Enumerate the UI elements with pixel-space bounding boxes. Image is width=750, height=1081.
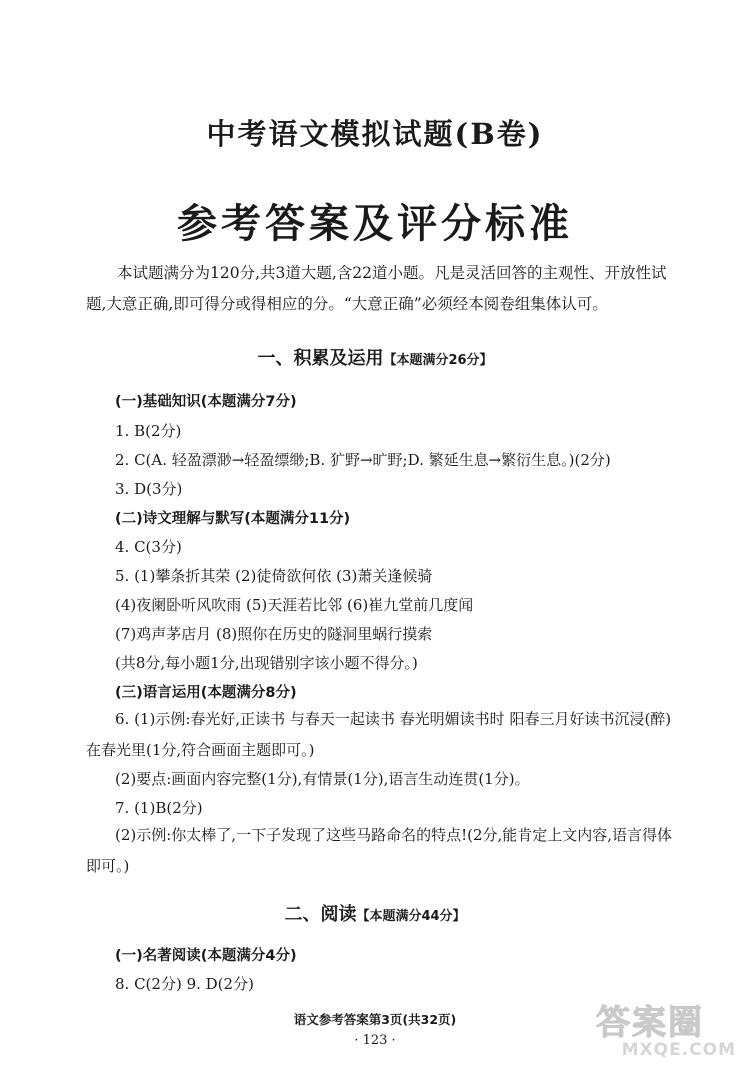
answer-5-line-1: 5. (1)攀条折其荣 (2)徒倚欲何依 (3)萧关逢候骑 xyxy=(115,567,433,585)
answer-6-part-1: 6. (1)示例:春光好,正读书 与春天一起读书 春光明媚读书时 阳春三月好读书沉浸(醉)在春光里(1分,符合画面主题即可。) xyxy=(86,710,672,759)
section-score: 【本题满分44分】 xyxy=(356,909,466,924)
answer-1: 1. B(2分) xyxy=(115,422,182,440)
answer-5-line-2: (4)夜阑卧听风吹雨 (5)天涯若比邻 (6)崔九堂前几度闻 xyxy=(115,596,474,614)
watermark-logo-text: 答案圈 xyxy=(596,1003,704,1043)
answer-4: 4. C(3分) xyxy=(115,538,182,556)
section-title: 一、积累及运用 xyxy=(257,348,384,369)
section-score: 【本题满分26分】 xyxy=(383,353,493,368)
answer-7-part-1: 7. (1)B(2分) xyxy=(115,799,203,817)
site-watermark xyxy=(596,995,736,1067)
answer-8-9: 8. C(2分) 9. D(2分) xyxy=(115,975,254,993)
exam-title: 中考语文模拟试题(B卷) xyxy=(206,117,544,151)
subsection-poetry: (二)诗文理解与默写(本题满分11分) xyxy=(115,511,351,527)
section-heading-accumulation xyxy=(0,344,750,370)
page-number: · 123 · xyxy=(354,1033,396,1048)
answer-5-line-3: (7)鸡声茅店月 (8)照你在历史的隧洞里蜗行摸索 xyxy=(115,625,433,643)
answer-7-part-2: (2)示例:你太棒了,一下子发现了这些马路命名的特点!(2分,能肯定上文内容,语言得体即可。) xyxy=(86,826,673,875)
answer-6-part-2: (2)要点:画面内容完整(1分),有情景(1分),语言生动连贯(1分)。 xyxy=(115,770,530,788)
subsection-language-use: (三)语言运用(本题满分8分) xyxy=(115,685,297,701)
answer-5-note: (共8分,每小题1分,出现错别字该小题不得分。) xyxy=(115,654,418,672)
page-footer: 语文参考答案第3页(共32页) xyxy=(293,1012,457,1027)
subsection-basic-knowledge: (一)基础知识(本题满分7分) xyxy=(115,394,297,410)
intro-paragraph: 本试题满分为120分,共3道大题,含22道小题。凡是灵活回答的主观性、开放性试题,大意正确,即可得分或得相应的分。“大意正确”必须经本阅卷组集体认可。 xyxy=(86,264,667,313)
section-heading-reading xyxy=(0,900,750,926)
answer-2: 2. C(A. 轻盈漂渺→轻盈缥缈;B. 犷野→旷野;D. 繁延生息→繁衍生息。)(2分) xyxy=(115,451,611,469)
answer-3: 3. D(3分) xyxy=(115,480,183,498)
section-title: 二、阅读 xyxy=(284,904,357,925)
main-title: 参考答案及评分标准 xyxy=(177,200,573,247)
watermark-domain: MXQE.COM xyxy=(621,1040,736,1060)
subsection-classics-reading: (一)名著阅读(本题满分4分) xyxy=(115,948,297,964)
